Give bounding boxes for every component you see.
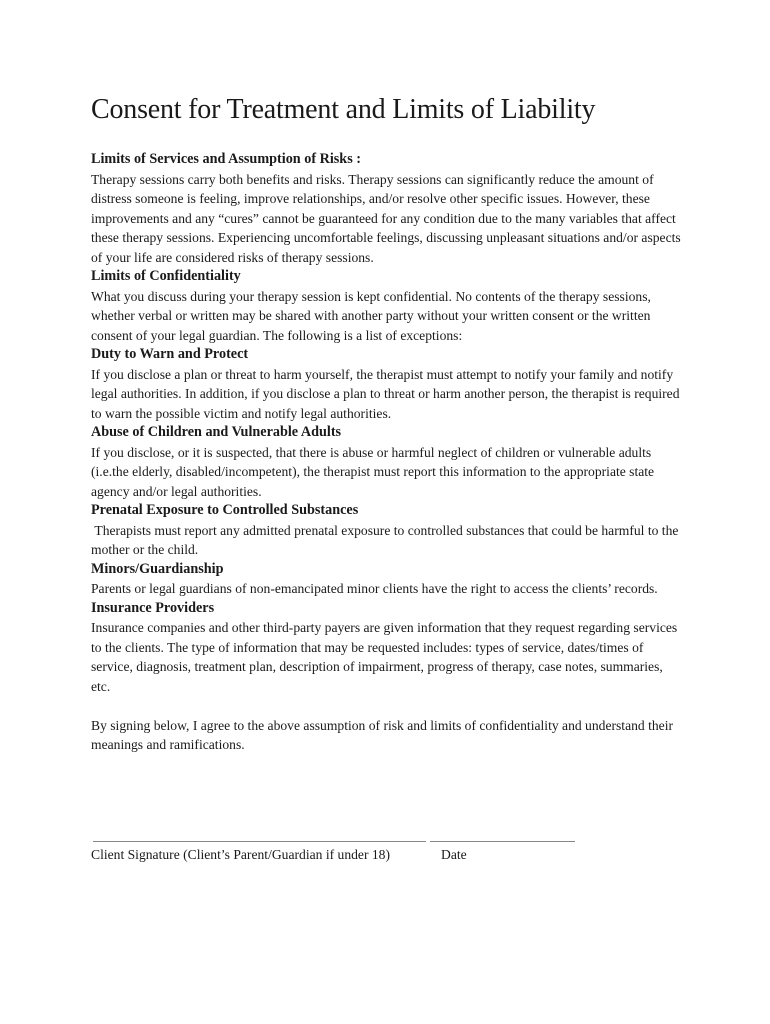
section-abuse — [91, 423, 681, 501]
section-duty-to-warn — [91, 345, 681, 423]
section-body: Therapists must report any admitted prenatal exposure to controlled substances that could be harmful to the mother or the child. — [91, 522, 682, 557]
section-body: What you discuss during your therapy session is kept confidential. No contents of the therapy sessions, whether verbal or written may be shared with another party without your written consent or the written consent of your legal guardian. The following is a list of exceptions: — [91, 288, 651, 343]
section-heading: Limits of Confidentiality — [91, 268, 241, 284]
section-body: If you disclose, or it is suspected, that there is abuse or harmful neglect of children or vulnerable adults (i.e.the elderly, disabled/incompetent), the therapist must report this information to the appropriate state agency and/or legal authorities. — [91, 444, 655, 499]
section-heading: Abuse of Children and Vulnerable Adults — [91, 424, 342, 440]
section-confidentiality — [91, 267, 681, 345]
section-heading: Minors/Guardianship — [91, 560, 224, 577]
section-heading: Insurance Providers — [91, 599, 215, 616]
section-heading: Duty to Warn and Protect — [91, 346, 249, 362]
date-line[interactable] — [430, 841, 575, 842]
client-signature-line[interactable] — [93, 841, 426, 842]
section-heading: Prenatal Exposure to Controlled Substances — [91, 502, 359, 518]
signature-labels — [91, 847, 691, 869]
date-label: Date — [441, 847, 467, 862]
document-page — [91, 92, 681, 755]
section-insurance — [91, 599, 681, 697]
consent-statement: By signing below, I agree to the above assumption of risk and limits of confidentiality and understand their meanings and ramifications. — [91, 717, 674, 752]
signature-block — [91, 828, 691, 869]
section-body: Insurance companies and other third-party payers are given information that they request regarding services to the clients. The type of information that may be requested includes: types of service, dates/times of service, diagnosis, treatment plan, description of impairment, progress of therapy, case notes, summaries, etc. — [91, 620, 678, 694]
section-body: Therapy sessions carry both benefits and risks. Therapy sessions can significantly reduce the amount of distress someone is feeling, improve relationships, and/or resolve other specific issues. However, these improvements and any “cures” cannot be guaranteed for any condition due to the many variables that affect these therapy sessions. Experiencing uncomfortable feelings, discussing unpleasant situations and/or aspects of your life are considered risks of therapy sessions. — [91, 171, 681, 265]
section-body: If you disclose a plan or threat to harm yourself, the therapist must attempt to notify your family and notify legal authorities. In addition, if you disclose a plan to threat or harm another person, the therapist is required to warn the possible victim and notify legal authorities. — [91, 366, 680, 421]
section-heading: Limits of Services and Assumption of Risks : — [91, 151, 361, 167]
document-title: Consent for Treatment and Limits of Liability — [91, 94, 596, 125]
section-prenatal — [91, 501, 681, 560]
section-body: Parents or legal guardians of non-emancipated minor clients have the right to access the clients’ records. — [91, 581, 658, 596]
section-minors — [91, 560, 681, 599]
client-signature-label: Client Signature (Client’s Parent/Guardian if under 18) — [91, 847, 390, 862]
section-services-risks — [91, 150, 681, 267]
signature-lines — [91, 828, 691, 844]
